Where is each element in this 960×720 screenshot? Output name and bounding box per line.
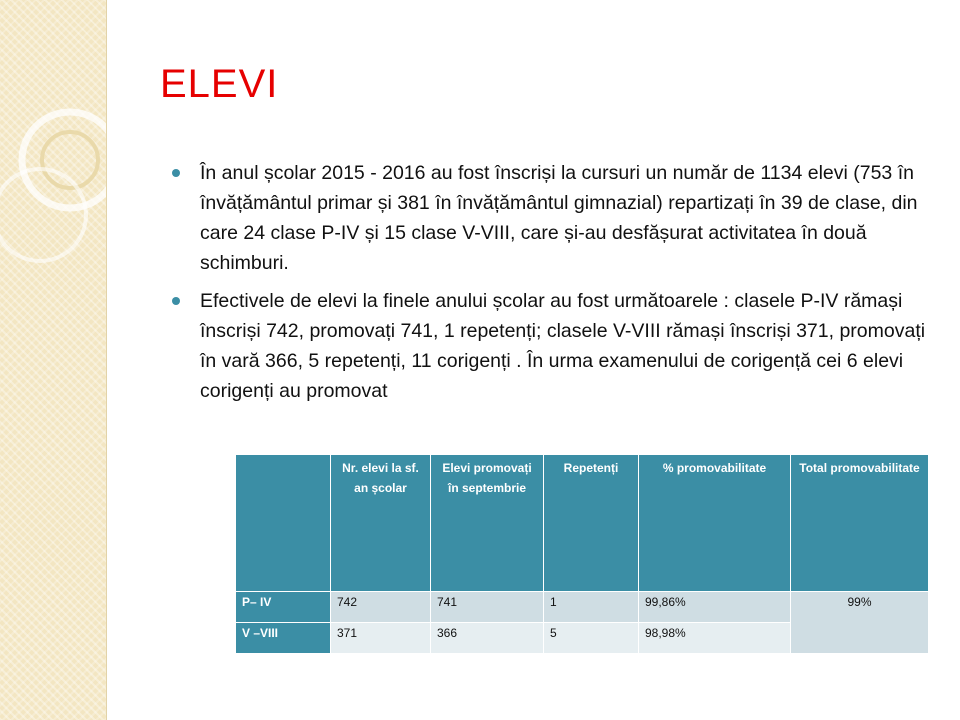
cell-repetenti: 1 — [544, 592, 639, 623]
decorative-rings — [0, 0, 106, 720]
bullet-dot-icon — [172, 169, 180, 177]
cell-nr-elevi: 371 — [331, 623, 431, 654]
results-table-container — [235, 454, 929, 654]
bullet-item — [170, 286, 930, 406]
bullet-list — [170, 158, 930, 414]
header-repetenti: Repetenți — [544, 455, 639, 592]
cell-nr-elevi: 742 — [331, 592, 431, 623]
table-header-row — [236, 455, 929, 592]
row-label: V –VIII — [236, 623, 331, 654]
header-promovati-septembrie: Elevi promovați în septembrie — [431, 455, 544, 592]
cell-procent: 98,98% — [639, 623, 791, 654]
cell-promovati: 741 — [431, 592, 544, 623]
cell-total-promovabilitate: 99% — [791, 592, 929, 654]
header-empty — [236, 455, 331, 592]
header-procent-promovabilitate: % promovabilitate — [639, 455, 791, 592]
bullet-text: În anul școlar 2015 - 2016 au fost înscriși la cursuri un număr de 1134 elevi (753 în învățământul primar și 381 în învățământul gimnazial) repartizați în 39 de clase, din care 24 clase P-IV și 15 clase V-VIII, care și-au desfășurat activitatea în două schimburi. — [200, 162, 918, 274]
row-label: P– IV — [236, 592, 331, 623]
slide-title: ELEVI — [160, 62, 279, 106]
bullet-text: Efectivele de elevi la finele anului școlar au fost următoarele : clasele P-IV rămași înscriși 742, promovați 741, 1 repetenți; clasele V-VIII rămași înscriși 371, promovați în vară 366, 5 repetenți, 11 corigenți . În urma examenului de corigență cei 6 elevi corigenți au promovat — [200, 290, 926, 402]
cell-procent: 99,86% — [639, 592, 791, 623]
bullet-item — [170, 158, 930, 278]
header-total-promovabilitate: Total promovabilitate — [791, 455, 929, 592]
cell-repetenti: 5 — [544, 623, 639, 654]
cell-promovati: 366 — [431, 623, 544, 654]
table-row — [236, 592, 929, 623]
results-table — [235, 454, 929, 654]
header-nr-elevi: Nr. elevi la sf. an școlar — [331, 455, 431, 592]
decorative-side-panel — [0, 0, 107, 720]
bullet-dot-icon — [172, 297, 180, 305]
